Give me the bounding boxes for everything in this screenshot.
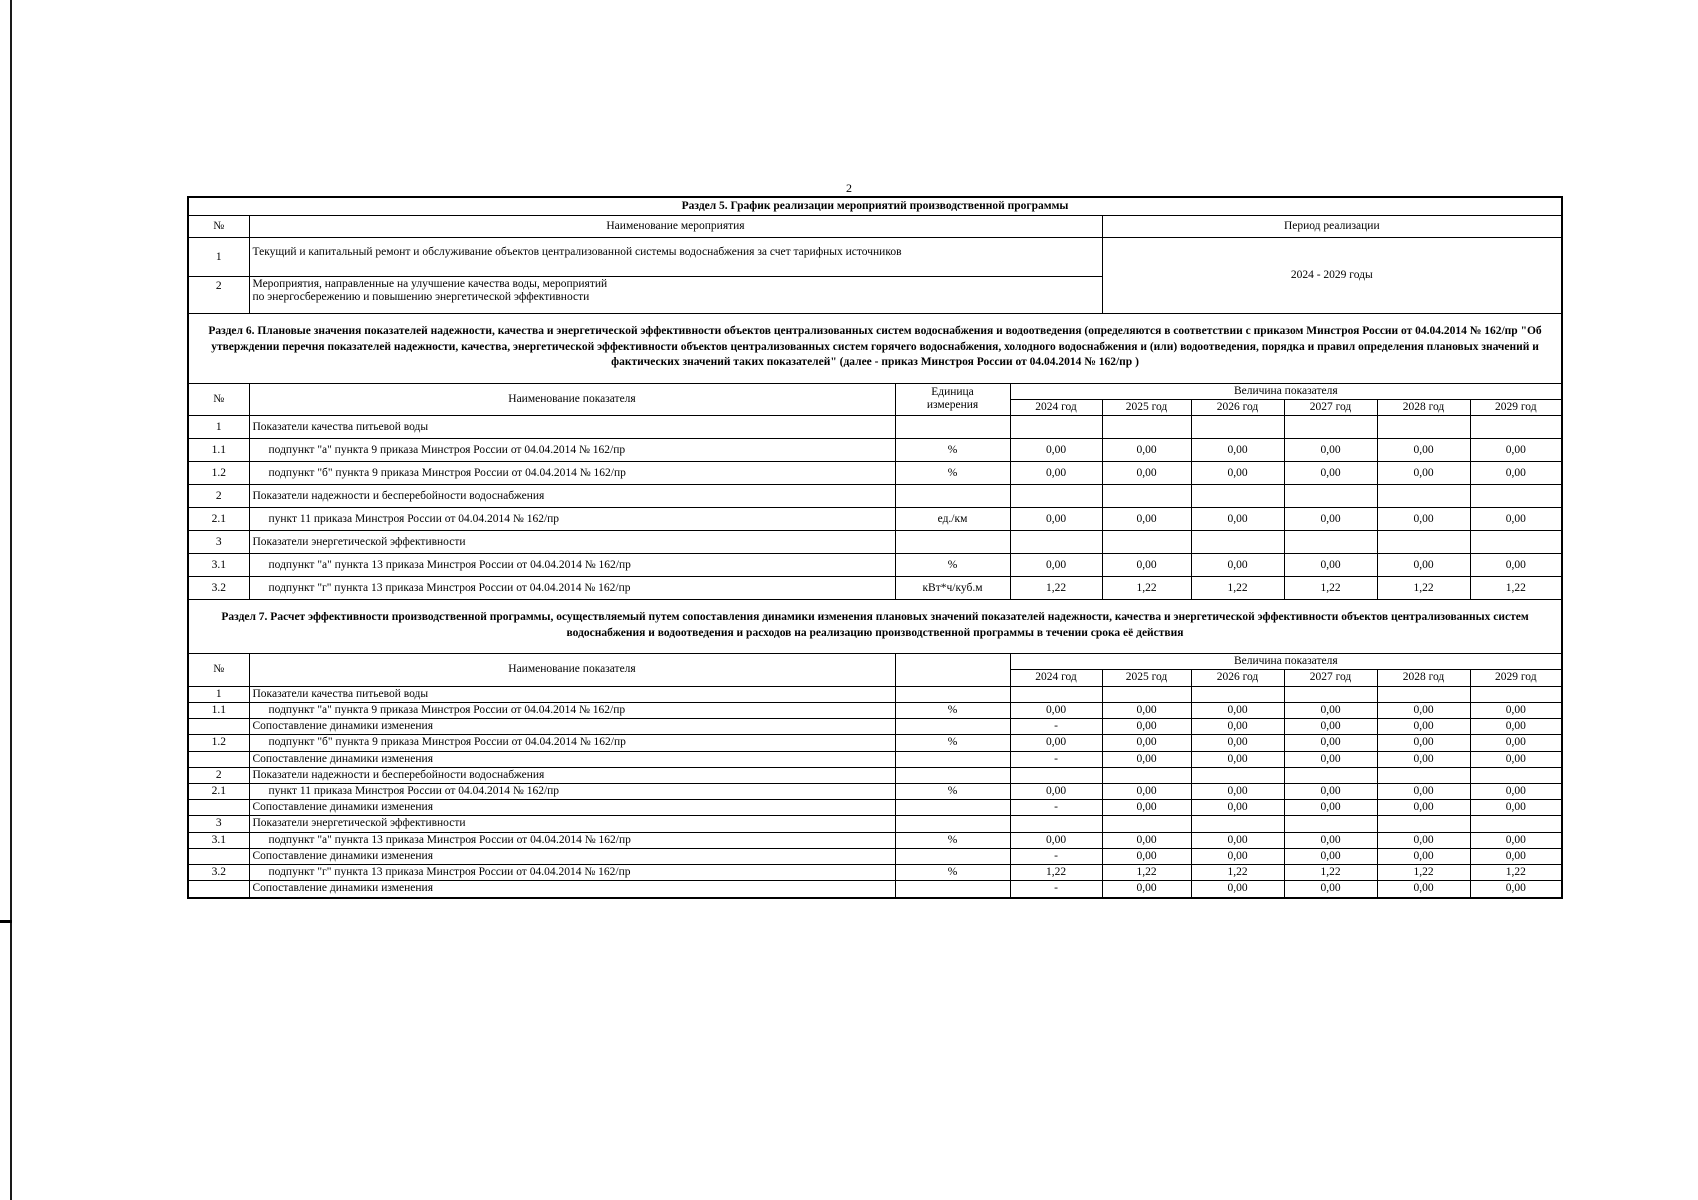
indicator-name: Показатели надежности и бесперебойности водоснабжения	[249, 767, 895, 783]
value-cell: 0,00	[1470, 800, 1562, 816]
value-cell: 0,00	[1377, 751, 1470, 767]
value-cell: 0,00	[1470, 783, 1562, 799]
value-cell: 0,00	[1284, 881, 1377, 898]
value-cell	[1191, 485, 1284, 508]
value-cell: 1,22	[1010, 577, 1102, 600]
section5-num-header: №	[188, 216, 249, 238]
value-cell: 0,00	[1102, 848, 1191, 864]
table-row	[188, 865, 1562, 881]
value-cell: 1,22	[1377, 865, 1470, 881]
value-cell	[1102, 485, 1191, 508]
value-cell: 0,00	[1284, 735, 1377, 751]
unit-cell	[895, 767, 1010, 783]
value-cell: 0,00	[1102, 832, 1191, 848]
section7-year-header: 2029 год	[1470, 670, 1562, 686]
value-cell: 0,00	[1284, 719, 1377, 735]
unit-cell	[895, 485, 1010, 508]
value-cell: 0,00	[1191, 439, 1284, 462]
indicator-name: подпункт "б" пункта 9 приказа Минстроя России от 04.04.2014 № 162/пр	[249, 462, 895, 485]
table-row	[188, 881, 1562, 898]
value-cell	[1102, 816, 1191, 832]
value-cell: 0,00	[1102, 462, 1191, 485]
row-number	[188, 800, 249, 816]
section6-unit-header-line: измерения	[926, 399, 979, 412]
section7	[188, 600, 1562, 686]
section7-rows	[188, 686, 1562, 897]
section5-row-num: 2	[188, 277, 249, 314]
value-cell: 1,22	[1102, 577, 1191, 600]
value-cell: 0,00	[1377, 783, 1470, 799]
value-cell	[1284, 485, 1377, 508]
value-cell: 0,00	[1470, 881, 1562, 898]
value-cell: 0,00	[1191, 702, 1284, 718]
section6-name-header: Наименование показателя	[249, 383, 895, 415]
scan-edge-mark	[0, 920, 12, 923]
value-cell: 0,00	[1470, 439, 1562, 462]
section5-name-header: Наименование мероприятия	[249, 216, 1102, 238]
value-cell	[1377, 686, 1470, 702]
table-row	[188, 767, 1562, 783]
unit-cell	[895, 751, 1010, 767]
value-cell: -	[1010, 719, 1102, 735]
unit-cell	[895, 719, 1010, 735]
unit-cell	[895, 531, 1010, 554]
indicator-name: подпункт "а" пункта 13 приказа Минстроя России от 04.04.2014 № 162/пр	[249, 832, 895, 848]
indicator-name: подпункт "а" пункта 13 приказа Минстроя России от 04.04.2014 № 162/пр	[249, 554, 895, 577]
value-cell	[1102, 531, 1191, 554]
value-cell: 0,00	[1284, 508, 1377, 531]
value-cell: 0,00	[1191, 462, 1284, 485]
table-row	[188, 508, 1562, 531]
section5-row-name	[249, 277, 1102, 314]
value-cell	[1191, 531, 1284, 554]
value-cell	[1102, 416, 1191, 439]
section7-year-header: 2028 год	[1377, 670, 1470, 686]
section5-row-name: Текущий и капитальный ремонт и обслуживание объектов централизованной системы водоснабжения за счет тарифных источников	[249, 238, 1102, 277]
value-cell: 0,00	[1284, 800, 1377, 816]
value-cell: 0,00	[1191, 783, 1284, 799]
table-row	[188, 686, 1562, 702]
value-cell: 0,00	[1102, 702, 1191, 718]
value-cell	[1377, 767, 1470, 783]
section6-year-header: 2025 год	[1102, 399, 1191, 415]
row-number: 2.1	[188, 783, 249, 799]
section7-title: Раздел 7. Расчет эффективности производственной программы, осуществляемый путем сопоставления динамики изменения плановых значений показателей надежности, качества и энергетической эффективности объектов централизованных систем водоснабжения и водоотведения и расходов на реализацию производственной программы в течении срока её действия	[188, 600, 1562, 654]
value-cell: 0,00	[1010, 735, 1102, 751]
section7-unit-header	[895, 654, 1010, 686]
indicator-name: подпункт "б" пункта 9 приказа Минстроя России от 04.04.2014 № 162/пр	[249, 735, 895, 751]
value-cell: 1,22	[1284, 865, 1377, 881]
value-cell: 1,22	[1010, 865, 1102, 881]
indicator-name: Сопоставление динамики изменения	[249, 800, 895, 816]
row-number: 1	[188, 416, 249, 439]
row-number	[188, 751, 249, 767]
value-cell: 0,00	[1377, 462, 1470, 485]
value-cell: 1,22	[1470, 577, 1562, 600]
value-cell	[1010, 416, 1102, 439]
indicator-name: подпункт "а" пункта 9 приказа Минстроя России от 04.04.2014 № 162/пр	[249, 702, 895, 718]
value-cell: 0,00	[1010, 702, 1102, 718]
value-cell: 1,22	[1470, 865, 1562, 881]
value-cell: 0,00	[1191, 751, 1284, 767]
value-cell	[1191, 686, 1284, 702]
unit-cell: %	[895, 783, 1010, 799]
table-row	[188, 577, 1562, 600]
row-number: 3.2	[188, 865, 249, 881]
value-cell: 0,00	[1470, 832, 1562, 848]
value-cell: 1,22	[1191, 577, 1284, 600]
section7-year-header: 2027 год	[1284, 670, 1377, 686]
row-number: 3	[188, 816, 249, 832]
value-cell: 0,00	[1102, 881, 1191, 898]
section6	[188, 314, 1562, 416]
value-cell	[1470, 686, 1562, 702]
section5-period-header: Период реализации	[1102, 216, 1562, 238]
table-row	[188, 751, 1562, 767]
value-cell: 0,00	[1377, 554, 1470, 577]
value-cell: 0,00	[1102, 439, 1191, 462]
row-number: 1	[188, 686, 249, 702]
value-cell: 1,22	[1102, 865, 1191, 881]
value-cell	[1284, 686, 1377, 702]
unit-cell	[895, 686, 1010, 702]
value-cell	[1377, 816, 1470, 832]
value-cell: 0,00	[1102, 800, 1191, 816]
value-cell: 0,00	[1191, 848, 1284, 864]
table-row	[188, 832, 1562, 848]
value-cell	[1284, 816, 1377, 832]
value-cell: 0,00	[1191, 554, 1284, 577]
indicator-name: подпункт "г" пункта 13 приказа Минстроя России от 04.04.2014 № 162/пр	[249, 577, 895, 600]
indicator-name: Показатели надежности и бесперебойности водоснабжения	[249, 485, 895, 508]
unit-cell: %	[895, 462, 1010, 485]
value-cell	[1284, 416, 1377, 439]
section6-year-header: 2024 год	[1010, 399, 1102, 415]
value-cell	[1377, 531, 1470, 554]
section7-num-header: №	[188, 654, 249, 686]
value-cell	[1470, 767, 1562, 783]
value-cell: 0,00	[1470, 462, 1562, 485]
section6-rows	[188, 416, 1562, 600]
value-cell: 0,00	[1191, 719, 1284, 735]
indicator-name: Сопоставление динамики изменения	[249, 751, 895, 767]
section5	[188, 197, 1562, 314]
value-cell: 0,00	[1102, 508, 1191, 531]
value-cell	[1191, 767, 1284, 783]
value-cell	[1102, 686, 1191, 702]
scan-edge-line	[10, 0, 12, 1200]
table-row	[188, 462, 1562, 485]
value-cell: 0,00	[1102, 554, 1191, 577]
indicator-name: подпункт "а" пункта 9 приказа Минстроя России от 04.04.2014 № 162/пр	[249, 439, 895, 462]
section6-num-header: №	[188, 383, 249, 415]
value-cell: 0,00	[1010, 783, 1102, 799]
indicator-name: Сопоставление динамики изменения	[249, 881, 895, 898]
value-cell	[1010, 485, 1102, 508]
indicator-name: Сопоставление динамики изменения	[249, 848, 895, 864]
value-cell	[1010, 531, 1102, 554]
document-sheet	[187, 196, 1561, 899]
section5-row-name-line: Мероприятия, направленные на улучшение качества воды, мероприятий	[252, 278, 608, 291]
row-number: 3.1	[188, 832, 249, 848]
row-number: 2.1	[188, 508, 249, 531]
value-cell	[1377, 485, 1470, 508]
page-number: 2	[846, 181, 852, 195]
value-cell	[1377, 416, 1470, 439]
value-cell: 0,00	[1377, 439, 1470, 462]
value-cell: 0,00	[1010, 439, 1102, 462]
table-row	[188, 719, 1562, 735]
row-number	[188, 719, 249, 735]
value-cell: 0,00	[1284, 702, 1377, 718]
value-cell	[1102, 767, 1191, 783]
value-cell	[1010, 816, 1102, 832]
value-cell	[1191, 816, 1284, 832]
section6-value-header: Величина показателя	[1010, 383, 1562, 399]
row-number: 1.2	[188, 462, 249, 485]
value-cell: 0,00	[1284, 462, 1377, 485]
table-row	[188, 531, 1562, 554]
unit-cell	[895, 800, 1010, 816]
value-cell: 0,00	[1284, 439, 1377, 462]
value-cell: 0,00	[1102, 719, 1191, 735]
row-number: 1.1	[188, 439, 249, 462]
section5-period-value: 2024 - 2029 годы	[1102, 238, 1562, 314]
value-cell: 0,00	[1377, 735, 1470, 751]
section6-year-header: 2029 год	[1470, 399, 1562, 415]
section6-unit-header	[895, 383, 1010, 415]
value-cell: 0,00	[1377, 881, 1470, 898]
table-row	[188, 702, 1562, 718]
value-cell: 0,00	[1377, 832, 1470, 848]
section6-year-header: 2026 год	[1191, 399, 1284, 415]
indicator-name: Показатели энергетической эффективности	[249, 816, 895, 832]
indicator-name: Показатели качества питьевой воды	[249, 416, 895, 439]
value-cell: 0,00	[1191, 735, 1284, 751]
value-cell: 0,00	[1377, 702, 1470, 718]
value-cell: 0,00	[1102, 783, 1191, 799]
value-cell: 0,00	[1010, 554, 1102, 577]
indicator-name: Показатели энергетической эффективности	[249, 531, 895, 554]
section5-row-name-line: по энергосбережению и повышению энергетической эффективности	[252, 291, 590, 304]
row-number: 3.1	[188, 554, 249, 577]
value-cell	[1010, 686, 1102, 702]
unit-cell: %	[895, 554, 1010, 577]
value-cell	[1284, 767, 1377, 783]
value-cell: 0,00	[1102, 751, 1191, 767]
unit-cell	[895, 881, 1010, 898]
table-row	[188, 485, 1562, 508]
row-number: 3.2	[188, 577, 249, 600]
value-cell: 0,00	[1284, 832, 1377, 848]
value-cell: 1,22	[1377, 577, 1470, 600]
section7-year-header: 2024 год	[1010, 670, 1102, 686]
section7-year-header: 2026 год	[1191, 670, 1284, 686]
row-number: 1.1	[188, 702, 249, 718]
value-cell: 0,00	[1191, 832, 1284, 848]
value-cell: 0,00	[1377, 800, 1470, 816]
table-row	[188, 848, 1562, 864]
value-cell	[1470, 485, 1562, 508]
unit-cell	[895, 416, 1010, 439]
indicator-name: подпункт "г" пункта 13 приказа Минстроя России от 04.04.2014 № 162/пр	[249, 865, 895, 881]
indicator-name: пункт 11 приказа Минстроя России от 04.04.2014 № 162/пр	[249, 783, 895, 799]
table-row	[188, 554, 1562, 577]
table-row	[188, 816, 1562, 832]
value-cell	[1284, 531, 1377, 554]
table-row	[188, 783, 1562, 799]
value-cell: 0,00	[1377, 848, 1470, 864]
section5-row-num: 1	[188, 238, 249, 277]
unit-cell: %	[895, 702, 1010, 718]
value-cell: 0,00	[1377, 508, 1470, 531]
row-number: 1.2	[188, 735, 249, 751]
value-cell: 0,00	[1010, 462, 1102, 485]
value-cell: -	[1010, 881, 1102, 898]
value-cell: 0,00	[1470, 735, 1562, 751]
indicator-name: Показатели качества питьевой воды	[249, 686, 895, 702]
value-cell: -	[1010, 848, 1102, 864]
indicator-name: пункт 11 приказа Минстроя России от 04.04.2014 № 162/пр	[249, 508, 895, 531]
section6-year-header: 2027 год	[1284, 399, 1377, 415]
value-cell: 0,00	[1191, 508, 1284, 531]
unit-cell: %	[895, 832, 1010, 848]
value-cell: 0,00	[1470, 719, 1562, 735]
value-cell	[1010, 767, 1102, 783]
unit-cell: %	[895, 439, 1010, 462]
value-cell: 0,00	[1377, 719, 1470, 735]
value-cell: 0,00	[1191, 800, 1284, 816]
value-cell	[1470, 416, 1562, 439]
value-cell: 1,22	[1191, 865, 1284, 881]
value-cell: -	[1010, 800, 1102, 816]
row-number	[188, 881, 249, 898]
value-cell: 0,00	[1010, 832, 1102, 848]
section6-year-header: 2028 год	[1377, 399, 1470, 415]
unit-cell	[895, 848, 1010, 864]
unit-cell: %	[895, 735, 1010, 751]
value-cell: 0,00	[1470, 751, 1562, 767]
table-row	[188, 416, 1562, 439]
value-cell	[1470, 531, 1562, 554]
value-cell: 0,00	[1284, 554, 1377, 577]
section7-value-header: Величина показателя	[1010, 654, 1562, 670]
indicator-name: Сопоставление динамики изменения	[249, 719, 895, 735]
value-cell	[1191, 416, 1284, 439]
value-cell: 0,00	[1191, 881, 1284, 898]
value-cell: 0,00	[1010, 508, 1102, 531]
row-number: 3	[188, 531, 249, 554]
value-cell: 0,00	[1470, 848, 1562, 864]
section5-title: Раздел 5. График реализации мероприятий производственной программы	[188, 197, 1562, 216]
row-number: 2	[188, 485, 249, 508]
unit-cell: %	[895, 865, 1010, 881]
table-row	[188, 735, 1562, 751]
table-row	[188, 439, 1562, 462]
value-cell	[1470, 816, 1562, 832]
value-cell: 0,00	[1284, 848, 1377, 864]
section6-unit-header-line: Единица	[931, 386, 974, 399]
unit-cell: ед./км	[895, 508, 1010, 531]
section7-name-header: Наименование показателя	[249, 654, 895, 686]
value-cell: 0,00	[1102, 735, 1191, 751]
table-row	[188, 800, 1562, 816]
row-number	[188, 848, 249, 864]
value-cell: 1,22	[1284, 577, 1377, 600]
value-cell: 0,00	[1470, 554, 1562, 577]
unit-cell: кВт*ч/куб.м	[895, 577, 1010, 600]
document-table	[187, 196, 1563, 899]
value-cell: -	[1010, 751, 1102, 767]
row-number: 2	[188, 767, 249, 783]
section6-title: Раздел 6. Плановые значения показателей надежности, качества и энергетической эффективности объектов централизованных систем водоснабжения и водоотведения (определяются в соответствии с приказом Минстроя России от 04.04.2014 № 162/пр "Об утверждении перечня показателей надежности, качества, энергетической эффективности объектов централизованных систем горячего водоснабжения, холодного водоснабжения и (или) водоотведения, порядка и правил определения плановых значений и фактических значений таких показателей" (далее - приказ Минстроя России от 04.04.2014 № 162/пр )	[188, 314, 1562, 384]
value-cell: 0,00	[1284, 783, 1377, 799]
value-cell: 0,00	[1284, 751, 1377, 767]
value-cell: 0,00	[1470, 508, 1562, 531]
section7-year-header: 2025 год	[1102, 670, 1191, 686]
unit-cell	[895, 816, 1010, 832]
value-cell: 0,00	[1470, 702, 1562, 718]
